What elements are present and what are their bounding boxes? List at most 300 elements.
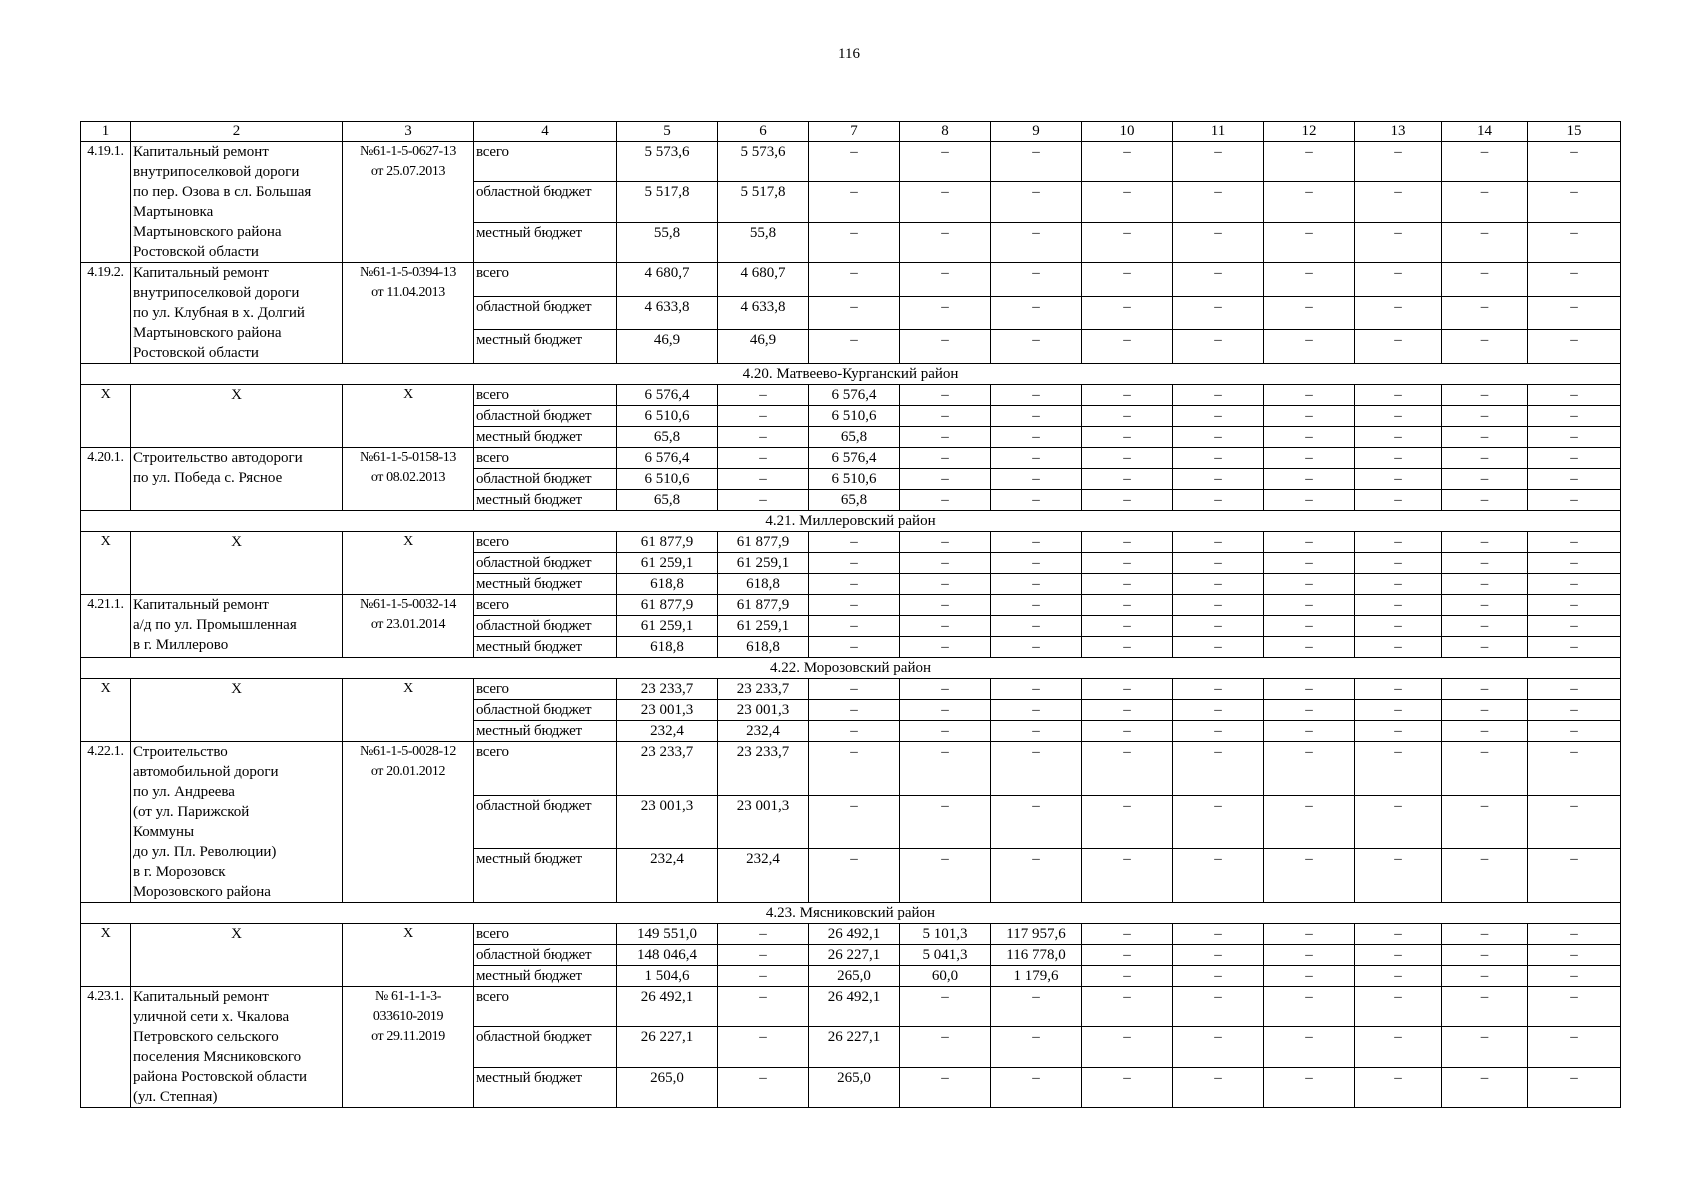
page-number: 116 — [838, 46, 860, 62]
value-cell: – — [1082, 924, 1173, 945]
table-row — [81, 595, 1621, 616]
value-cell: – — [1264, 742, 1355, 796]
item-name — [131, 742, 343, 903]
value-cell: – — [1442, 330, 1528, 364]
value-cell: – — [1264, 637, 1355, 658]
table-row — [81, 987, 1621, 1027]
value-cell: – — [1082, 469, 1173, 490]
value-cell: – — [718, 1067, 809, 1107]
value-cell: – — [1442, 448, 1528, 469]
value-cell: – — [1264, 1067, 1355, 1107]
value-cell: – — [1442, 742, 1528, 796]
value-cell: – — [991, 385, 1082, 406]
value-cell: 5 517,8 — [617, 182, 718, 222]
value-cell: – — [1173, 330, 1264, 364]
value-cell: – — [1264, 795, 1355, 849]
value-cell: – — [1528, 966, 1621, 987]
column-header: 1 — [81, 122, 131, 142]
value-cell: – — [1264, 1027, 1355, 1067]
value-cell: – — [991, 222, 1082, 262]
table-row — [81, 742, 1621, 796]
funding-source: местный бюджет — [474, 849, 617, 903]
column-header: 11 — [1173, 122, 1264, 142]
value-cell: – — [1355, 406, 1442, 427]
value-cell: – — [1528, 1067, 1621, 1107]
value-cell: – — [1528, 222, 1621, 262]
value-cell: – — [1442, 222, 1528, 262]
table-body — [81, 122, 1621, 1108]
value-cell: – — [991, 849, 1082, 903]
value-cell: – — [991, 448, 1082, 469]
column-header: 13 — [1355, 122, 1442, 142]
value-cell: – — [1442, 490, 1528, 511]
value-cell: 23 001,3 — [718, 795, 809, 849]
value-cell: – — [1355, 469, 1442, 490]
value-cell: 61 259,1 — [718, 616, 809, 637]
document-ref-line: Х — [403, 681, 413, 696]
item-number: 4.19.2. — [81, 263, 131, 364]
value-cell: – — [991, 987, 1082, 1027]
value-cell: 26 227,1 — [617, 1027, 718, 1067]
value-cell: – — [900, 553, 991, 574]
funding-source: всего — [474, 142, 617, 182]
value-cell: – — [1173, 721, 1264, 742]
value-cell: – — [1173, 679, 1264, 700]
value-cell: – — [1173, 795, 1264, 849]
value-cell: – — [1528, 142, 1621, 182]
table-row — [81, 142, 1621, 182]
value-cell: – — [1355, 721, 1442, 742]
document-ref — [343, 679, 474, 742]
value-cell: – — [1173, 142, 1264, 182]
value-cell: – — [1082, 406, 1173, 427]
value-cell: – — [1082, 448, 1173, 469]
value-cell: – — [1355, 849, 1442, 903]
value-cell: – — [718, 427, 809, 448]
value-cell: – — [1528, 700, 1621, 721]
value-cell: – — [991, 469, 1082, 490]
column-header: 14 — [1442, 122, 1528, 142]
value-cell: – — [1528, 616, 1621, 637]
value-cell: – — [991, 1067, 1082, 1107]
value-cell: – — [1355, 1067, 1442, 1107]
value-cell: – — [1173, 296, 1264, 330]
value-cell: – — [900, 616, 991, 637]
document-ref — [343, 742, 474, 903]
item-name-line: Х — [231, 926, 242, 942]
column-header: 2 — [131, 122, 343, 142]
value-cell: – — [1173, 385, 1264, 406]
value-cell: – — [1442, 263, 1528, 297]
value-cell: – — [1082, 142, 1173, 182]
value-cell: – — [1528, 574, 1621, 595]
value-cell: – — [1173, 987, 1264, 1027]
value-cell: – — [1442, 427, 1528, 448]
value-cell: – — [809, 296, 900, 330]
value-cell: 265,0 — [809, 1067, 900, 1107]
column-header: 8 — [900, 122, 991, 142]
value-cell: 23 233,7 — [718, 679, 809, 700]
value-cell: – — [1528, 385, 1621, 406]
value-cell: – — [1528, 795, 1621, 849]
value-cell: – — [1442, 679, 1528, 700]
value-cell: – — [809, 742, 900, 796]
value-cell: – — [1528, 679, 1621, 700]
value-cell: – — [1442, 182, 1528, 222]
value-cell: – — [1173, 406, 1264, 427]
item-name-line: Строительство — [133, 744, 228, 760]
value-cell: 1 179,6 — [991, 966, 1082, 987]
funding-source: всего — [474, 532, 617, 553]
value-cell: 23 001,3 — [718, 700, 809, 721]
value-cell: 6 576,4 — [617, 385, 718, 406]
value-cell: – — [809, 595, 900, 616]
value-cell: – — [1442, 849, 1528, 903]
value-cell: – — [1082, 330, 1173, 364]
value-cell: – — [1528, 1027, 1621, 1067]
value-cell: – — [991, 427, 1082, 448]
document-ref-line: №61-1-5-0028-12 — [359, 744, 456, 759]
value-cell: – — [991, 490, 1082, 511]
value-cell: – — [718, 987, 809, 1027]
table-row — [81, 448, 1621, 469]
value-cell: – — [1173, 637, 1264, 658]
value-cell: – — [1173, 924, 1264, 945]
funding-source: областной бюджет — [474, 553, 617, 574]
item-name-line: автомобильной дороги — [133, 764, 279, 780]
value-cell: – — [1173, 448, 1264, 469]
value-cell: 4 680,7 — [718, 263, 809, 297]
value-cell: – — [1173, 1027, 1264, 1067]
value-cell: 4 633,8 — [617, 296, 718, 330]
document-ref — [343, 385, 474, 448]
value-cell: 26 492,1 — [809, 987, 900, 1027]
value-cell: – — [1528, 448, 1621, 469]
value-cell: – — [991, 182, 1082, 222]
budget-table — [80, 121, 1621, 1108]
value-cell: – — [991, 296, 1082, 330]
funding-source: всего — [474, 987, 617, 1027]
section-row — [81, 903, 1621, 924]
item-name-line: Мартыновского района — [133, 224, 282, 240]
section-row — [81, 658, 1621, 679]
item-name-line: Капитальный ремонт — [133, 265, 269, 281]
value-cell: – — [1355, 700, 1442, 721]
value-cell: – — [1173, 742, 1264, 796]
value-cell: – — [809, 182, 900, 222]
column-header: 5 — [617, 122, 718, 142]
value-cell: – — [900, 721, 991, 742]
value-cell: 232,4 — [617, 721, 718, 742]
value-cell: 55,8 — [718, 222, 809, 262]
item-name — [131, 679, 343, 742]
table-row — [81, 532, 1621, 553]
value-cell: 65,8 — [809, 427, 900, 448]
document-ref-line: Х — [403, 387, 413, 402]
value-cell: – — [1264, 296, 1355, 330]
value-cell: – — [1264, 222, 1355, 262]
value-cell: – — [1264, 263, 1355, 297]
value-cell: – — [991, 679, 1082, 700]
funding-source: всего — [474, 924, 617, 945]
value-cell: – — [991, 637, 1082, 658]
value-cell: – — [1355, 330, 1442, 364]
document-ref-line: от 29.11.2019 — [371, 1029, 445, 1044]
value-cell: – — [1082, 637, 1173, 658]
column-header-row — [81, 122, 1621, 142]
funding-source: областной бюджет — [474, 945, 617, 966]
value-cell: 618,8 — [617, 574, 718, 595]
value-cell: – — [1264, 849, 1355, 903]
document-ref — [343, 987, 474, 1108]
value-cell: – — [991, 616, 1082, 637]
document-ref — [343, 142, 474, 263]
value-cell: – — [1442, 469, 1528, 490]
funding-source: областной бюджет — [474, 406, 617, 427]
value-cell: – — [900, 1067, 991, 1107]
funding-source: всего — [474, 679, 617, 700]
value-cell: – — [1264, 924, 1355, 945]
value-cell: – — [718, 490, 809, 511]
value-cell: – — [718, 406, 809, 427]
value-cell: – — [1264, 987, 1355, 1027]
value-cell: – — [1442, 966, 1528, 987]
value-cell: – — [809, 849, 900, 903]
value-cell: – — [1442, 385, 1528, 406]
funding-source: местный бюджет — [474, 1067, 617, 1107]
value-cell: – — [1082, 222, 1173, 262]
value-cell: – — [718, 966, 809, 987]
document-ref-line: от 23.01.2014 — [370, 617, 446, 632]
value-cell: – — [809, 721, 900, 742]
funding-source: местный бюджет — [474, 222, 617, 262]
value-cell: – — [1442, 296, 1528, 330]
value-cell: 6 510,6 — [809, 469, 900, 490]
value-cell: 6 510,6 — [809, 406, 900, 427]
value-cell: 618,8 — [718, 574, 809, 595]
value-cell: – — [900, 679, 991, 700]
value-cell: – — [1528, 406, 1621, 427]
value-cell: – — [718, 1027, 809, 1067]
document-ref-line: 033610-2019 — [372, 1009, 444, 1024]
value-cell: – — [991, 700, 1082, 721]
funding-source: областной бюджет — [474, 469, 617, 490]
value-cell: 149 551,0 — [617, 924, 718, 945]
item-name-line: до ул. Пл. Революции) — [133, 844, 277, 860]
value-cell: – — [809, 574, 900, 595]
value-cell: – — [1355, 966, 1442, 987]
value-cell: – — [1528, 532, 1621, 553]
item-number: 4.23.1. — [81, 987, 131, 1108]
item-name-line: Коммуны — [133, 824, 195, 840]
value-cell: – — [1264, 385, 1355, 406]
item-name-line: уличной сети х. Чкалова — [133, 1009, 290, 1025]
document-ref-line: от 25.07.2013 — [370, 164, 446, 179]
value-cell: 55,8 — [617, 222, 718, 262]
item-name-line: Ростовской области — [133, 345, 259, 361]
value-cell: – — [900, 222, 991, 262]
item-name-line: Морозовского района — [133, 884, 271, 900]
document-ref-line: Х — [403, 534, 413, 549]
value-cell: – — [991, 532, 1082, 553]
value-cell: 5 573,6 — [718, 142, 809, 182]
value-cell: – — [991, 795, 1082, 849]
value-cell: – — [718, 924, 809, 945]
section-title: 4.23. Мясниковский район — [81, 903, 1621, 924]
section-title: 4.21. Миллеровский район — [81, 511, 1621, 532]
value-cell: – — [1442, 700, 1528, 721]
value-cell: – — [1173, 532, 1264, 553]
value-cell: – — [1082, 574, 1173, 595]
value-cell: 265,0 — [809, 966, 900, 987]
value-cell: – — [991, 330, 1082, 364]
item-name-line: (ул. Степная) — [133, 1089, 218, 1105]
item-name-line: по ул. Андреева — [133, 784, 235, 800]
funding-source: местный бюджет — [474, 721, 617, 742]
value-cell: 23 233,7 — [617, 742, 718, 796]
value-cell: – — [991, 574, 1082, 595]
value-cell: – — [1442, 553, 1528, 574]
column-header: 4 — [474, 122, 617, 142]
item-name-line: Мартыновка — [133, 204, 214, 220]
column-header: 12 — [1264, 122, 1355, 142]
value-cell: – — [1173, 182, 1264, 222]
value-cell: 26 227,1 — [809, 945, 900, 966]
value-cell: – — [1528, 595, 1621, 616]
table-row — [81, 679, 1621, 700]
value-cell: – — [1173, 469, 1264, 490]
value-cell: – — [1355, 742, 1442, 796]
value-cell: – — [1355, 182, 1442, 222]
document-ref-line: № 61-1-1-3- — [374, 989, 442, 1004]
value-cell: – — [1082, 742, 1173, 796]
value-cell: – — [1528, 849, 1621, 903]
value-cell: – — [1264, 721, 1355, 742]
value-cell: – — [1355, 574, 1442, 595]
column-header: 7 — [809, 122, 900, 142]
funding-source: всего — [474, 263, 617, 297]
document-ref-line: от 20.01.2012 — [370, 764, 446, 779]
value-cell: – — [1082, 1027, 1173, 1067]
item-name-line: Х — [231, 387, 242, 403]
item-name-line: а/д по ул. Промышленная — [133, 617, 297, 633]
value-cell: – — [809, 553, 900, 574]
funding-source: местный бюджет — [474, 637, 617, 658]
value-cell: – — [1355, 448, 1442, 469]
value-cell: – — [991, 263, 1082, 297]
item-name-line: в г. Морозовск — [133, 864, 226, 880]
funding-source: местный бюджет — [474, 330, 617, 364]
value-cell: – — [1528, 637, 1621, 658]
value-cell: 232,4 — [617, 849, 718, 903]
value-cell: 61 877,9 — [617, 532, 718, 553]
value-cell: – — [900, 490, 991, 511]
value-cell: – — [900, 469, 991, 490]
value-cell: – — [718, 448, 809, 469]
item-name-line: района Ростовской области — [133, 1069, 308, 1085]
funding-source: областной бюджет — [474, 182, 617, 222]
value-cell: – — [1082, 595, 1173, 616]
funding-source: областной бюджет — [474, 700, 617, 721]
value-cell: 65,8 — [617, 427, 718, 448]
value-cell: 6 510,6 — [617, 406, 718, 427]
section-row — [81, 364, 1621, 385]
value-cell: – — [900, 700, 991, 721]
item-name-line: Петровского сельского — [133, 1029, 279, 1045]
value-cell: – — [1355, 795, 1442, 849]
value-cell: – — [991, 406, 1082, 427]
value-cell: 61 259,1 — [617, 616, 718, 637]
value-cell: – — [991, 553, 1082, 574]
item-name-line: по ул. Клубная в х. Долгий — [133, 305, 305, 321]
value-cell: 232,4 — [718, 721, 809, 742]
value-cell: – — [1442, 532, 1528, 553]
value-cell: – — [1442, 637, 1528, 658]
value-cell: 4 680,7 — [617, 263, 718, 297]
value-cell: 6 510,6 — [617, 469, 718, 490]
value-cell: – — [1264, 330, 1355, 364]
value-cell: – — [1442, 595, 1528, 616]
value-cell: – — [718, 945, 809, 966]
value-cell: – — [1264, 406, 1355, 427]
value-cell: 6 576,4 — [809, 448, 900, 469]
value-cell: – — [1082, 795, 1173, 849]
table-row — [81, 263, 1621, 297]
value-cell: – — [900, 182, 991, 222]
value-cell: – — [1082, 700, 1173, 721]
item-number: Х — [81, 924, 131, 987]
value-cell: 6 576,4 — [617, 448, 718, 469]
value-cell: 148 046,4 — [617, 945, 718, 966]
value-cell: – — [809, 616, 900, 637]
value-cell: – — [1082, 945, 1173, 966]
value-cell: – — [1082, 1067, 1173, 1107]
value-cell: – — [1082, 987, 1173, 1027]
funding-source: всего — [474, 385, 617, 406]
value-cell: 6 576,4 — [809, 385, 900, 406]
value-cell: – — [718, 469, 809, 490]
table-row — [81, 385, 1621, 406]
value-cell: – — [1355, 945, 1442, 966]
value-cell: – — [1355, 222, 1442, 262]
value-cell: – — [900, 406, 991, 427]
value-cell: 1 504,6 — [617, 966, 718, 987]
item-name-line: Капитальный ремонт — [133, 597, 269, 613]
item-name-line: внутрипоселковой дороги — [133, 164, 300, 180]
value-cell: 65,8 — [617, 490, 718, 511]
value-cell: 46,9 — [718, 330, 809, 364]
value-cell: – — [1355, 532, 1442, 553]
value-cell: – — [1355, 553, 1442, 574]
item-name-line: внутрипоселковой дороги — [133, 285, 300, 301]
value-cell: – — [1264, 553, 1355, 574]
value-cell: – — [900, 385, 991, 406]
value-cell: 23 001,3 — [617, 700, 718, 721]
column-header: 6 — [718, 122, 809, 142]
value-cell: – — [1264, 182, 1355, 222]
document-ref-line: от 11.04.2013 — [371, 285, 445, 300]
item-number: 4.20.1. — [81, 448, 131, 511]
value-cell: – — [1355, 490, 1442, 511]
value-cell: – — [1173, 700, 1264, 721]
value-cell: – — [1355, 595, 1442, 616]
item-number: 4.21.1. — [81, 595, 131, 658]
value-cell: – — [1264, 700, 1355, 721]
value-cell: 5 101,3 — [900, 924, 991, 945]
value-cell: – — [1355, 296, 1442, 330]
value-cell: 61 877,9 — [617, 595, 718, 616]
item-name — [131, 924, 343, 987]
